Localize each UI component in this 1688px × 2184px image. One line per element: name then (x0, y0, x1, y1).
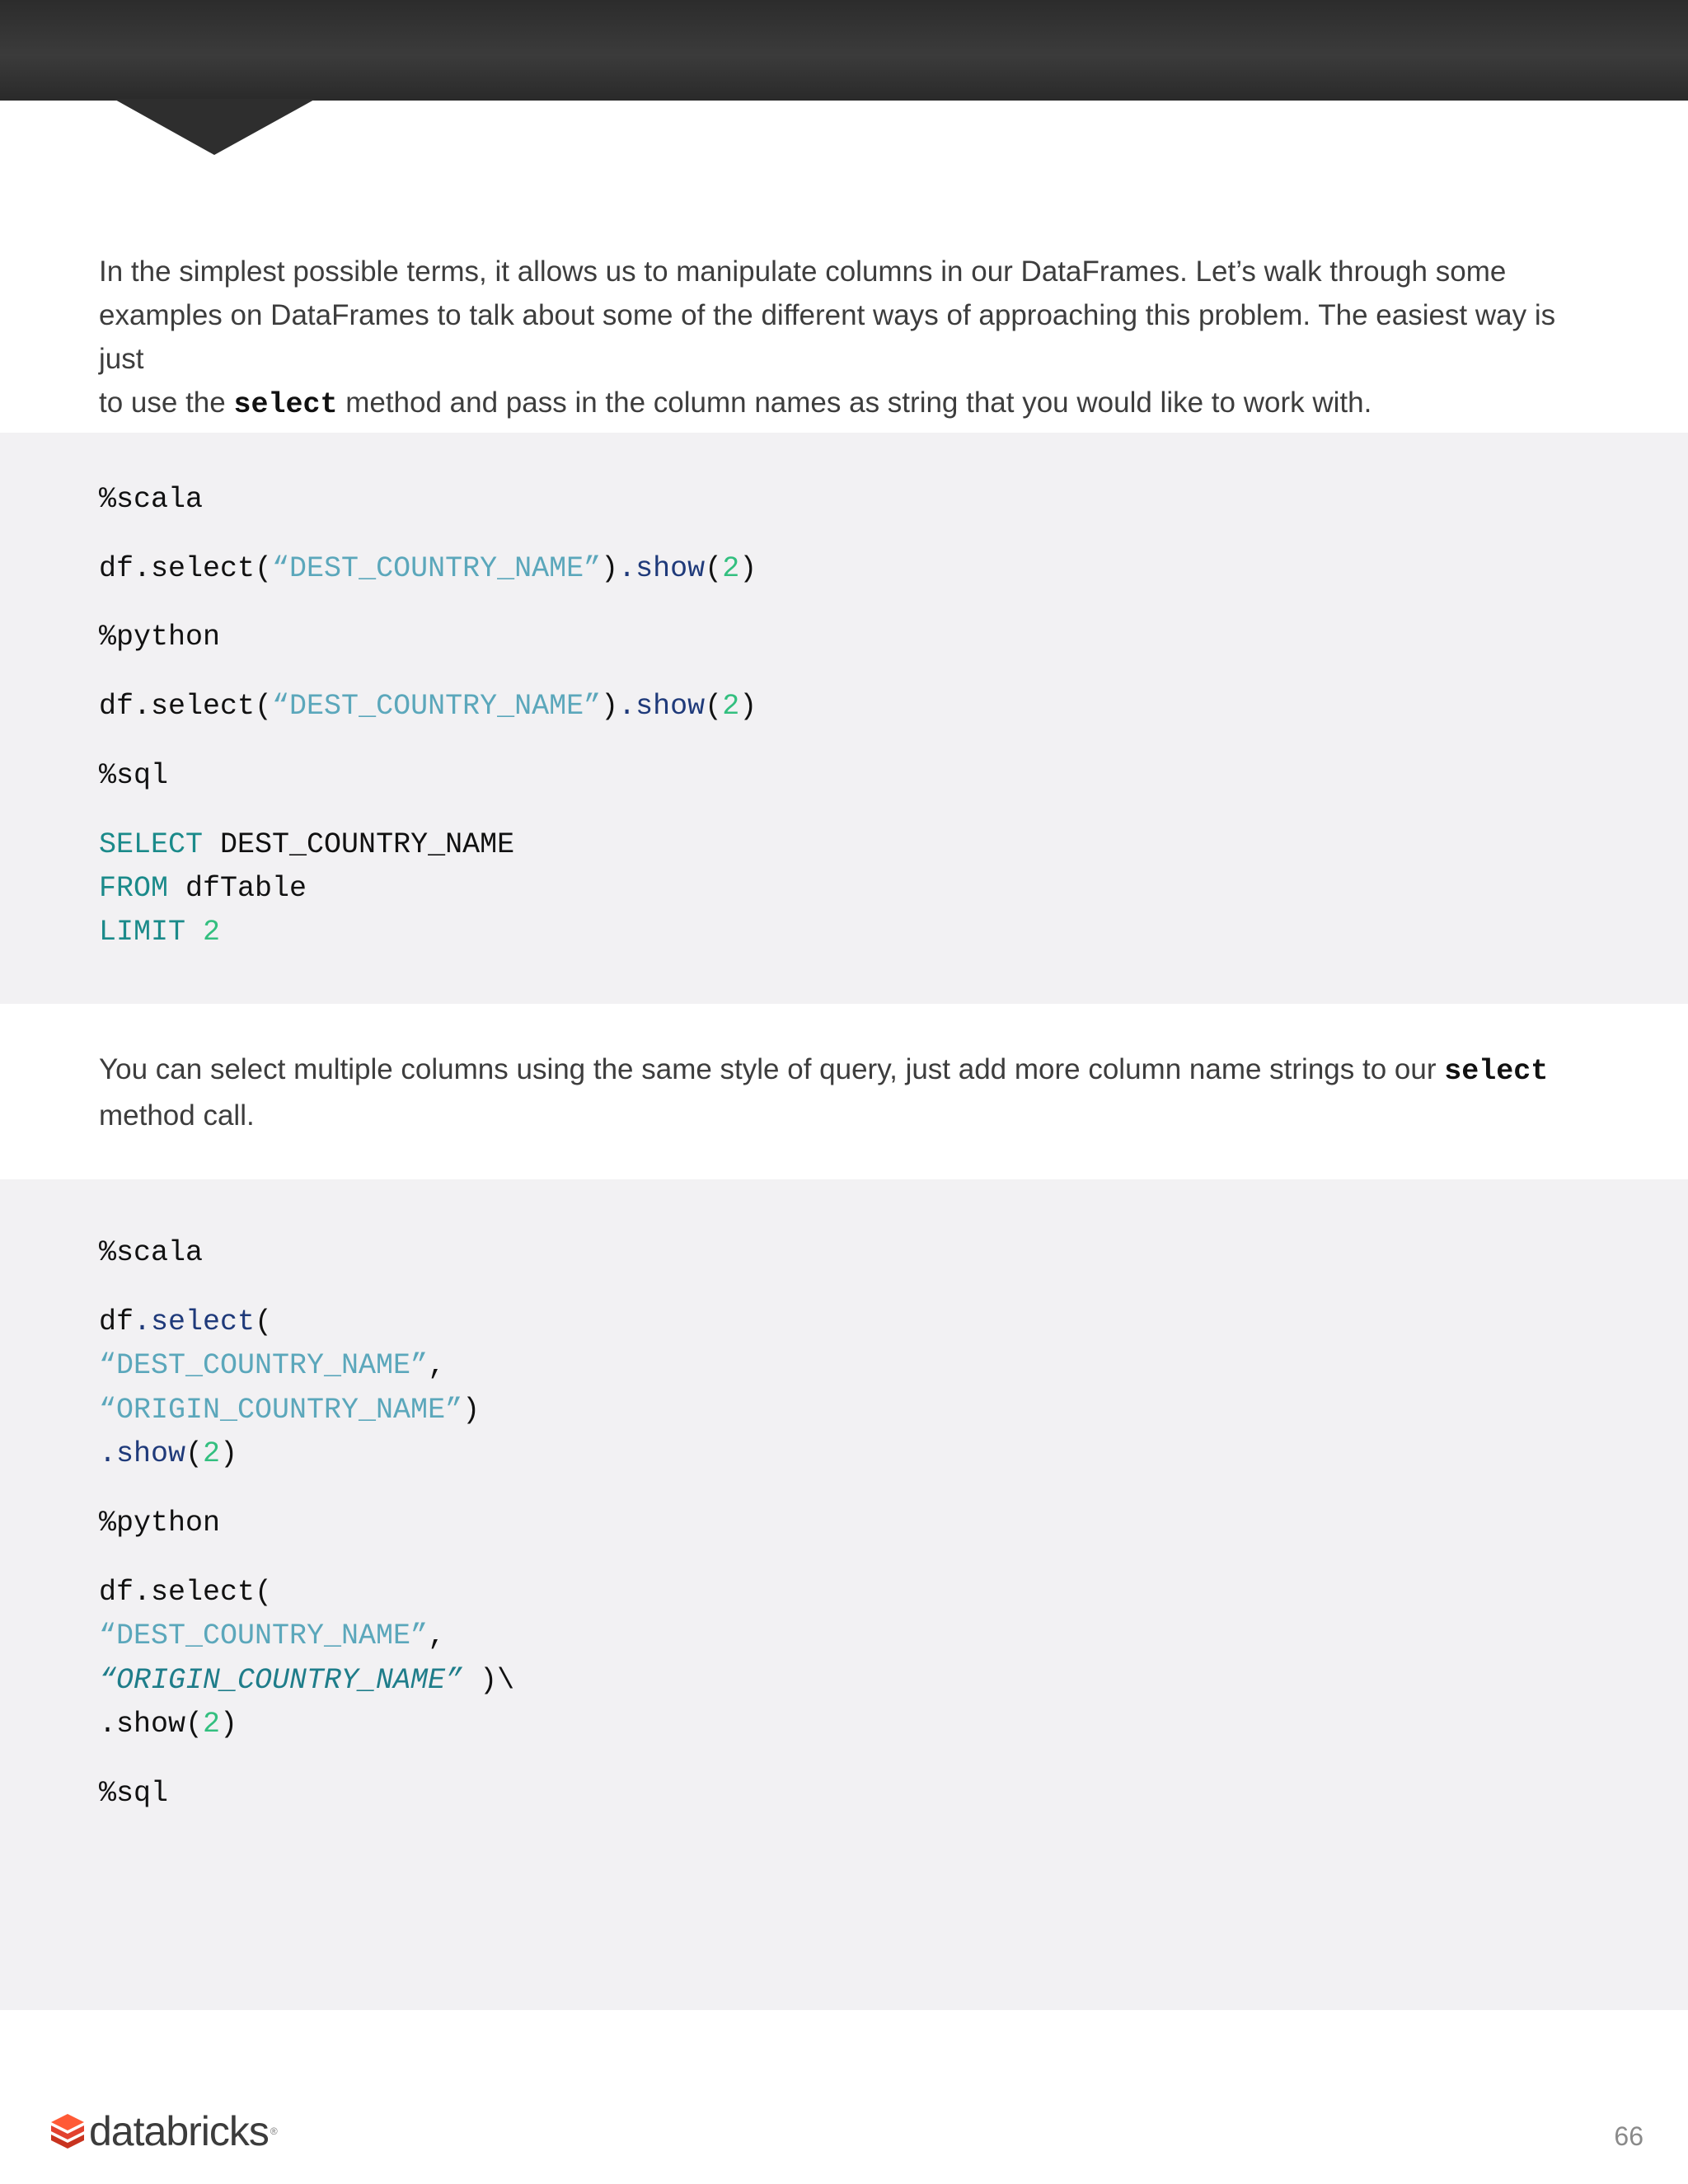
string-literal: “ORIGIN_COUNTRY_NAME” (99, 1664, 463, 1697)
databricks-logo-icon (49, 2112, 86, 2150)
intro-line-1: In the simplest possible terms, it allows us to manipulate columns in our DataFrames. Let’s walk through some (99, 255, 1507, 288)
trademark-icon: ® (270, 2125, 278, 2137)
code-text: ( (185, 1437, 204, 1470)
middle-paragraph (99, 1047, 1591, 1137)
code-text: df.select( (99, 552, 273, 585)
databricks-logo (49, 2107, 278, 2156)
middle-line-2: method call. (99, 1099, 255, 1132)
string-literal: “ORIGIN_COUNTRY_NAME” (99, 1394, 463, 1427)
sql-keyword: SELECT (99, 828, 204, 861)
string-literal: “DEST_COUNTRY_NAME” (99, 1619, 429, 1652)
method-name: .show (618, 552, 706, 585)
python-label: %python (99, 621, 221, 654)
scala-select-line (99, 547, 757, 591)
code-text: .show( (99, 1708, 204, 1741)
python-dest-arg (99, 1615, 445, 1658)
scala-label: %scala (99, 483, 204, 516)
code-text: ) (739, 552, 757, 585)
scala-show-line (99, 1432, 237, 1476)
code-text: , (428, 1619, 446, 1652)
header-notch (114, 99, 316, 157)
sql-from-line (99, 867, 307, 911)
brand-name: databricks (89, 2108, 269, 2154)
sql-label: %sql (99, 759, 169, 792)
python-origin-arg (99, 1659, 514, 1703)
python-label: %python (99, 1507, 221, 1540)
python-show-line (99, 1703, 237, 1746)
code-text: ( (255, 1305, 273, 1338)
scala-dest-arg (99, 1344, 445, 1388)
number-literal: 2 (722, 690, 740, 723)
code-text: ) (220, 1437, 238, 1470)
sql-label: %sql (99, 1777, 169, 1810)
inline-code-select: select (1444, 1055, 1549, 1088)
number-literal: 2 (722, 552, 740, 585)
page-number: 66 (1614, 2121, 1643, 2151)
scala-origin-arg (99, 1389, 480, 1432)
code-text (185, 916, 203, 949)
code-text: ) (601, 552, 619, 585)
string-literal: “DEST_COUNTRY_NAME” (272, 690, 602, 723)
scala-label: %scala (99, 1236, 204, 1269)
sql-select-line (99, 823, 514, 867)
code-block-1 (0, 433, 1688, 1004)
method-name: .show (99, 1437, 186, 1470)
code-text: DEST_COUNTRY_NAME (203, 828, 515, 861)
python-select-open: df.select( (99, 1576, 273, 1609)
intro-paragraph (99, 250, 1591, 427)
sql-keyword: FROM (99, 872, 169, 905)
number-literal: 2 (203, 1437, 221, 1470)
code-text: ) (462, 1394, 481, 1427)
sql-limit-line (99, 911, 220, 954)
intro-line-3-pre: to use the (99, 387, 234, 419)
code-text: dfTable (168, 872, 307, 905)
string-literal: “DEST_COUNTRY_NAME” (272, 552, 602, 585)
intro-line-2: examples on DataFrames to talk about some of the different ways of approaching this problem. The easiest way is just (99, 299, 1556, 375)
intro-line-3-post: method and pass in the column names as string that you would like to work with. (337, 387, 1372, 419)
code-text: ( (705, 552, 723, 585)
code-text: df (99, 1305, 134, 1338)
code-text: ) (220, 1708, 238, 1741)
code-text: ( (705, 690, 723, 723)
string-literal: “DEST_COUNTRY_NAME” (99, 1349, 429, 1382)
code-text: ) (739, 690, 757, 723)
code-text: ) (601, 690, 619, 723)
code-block-2 (0, 1179, 1688, 2010)
method-name: .select (134, 1305, 256, 1338)
scala-select-open (99, 1301, 272, 1344)
method-name: .show (618, 690, 706, 723)
code-text: df.select( (99, 690, 273, 723)
python-select-line (99, 685, 757, 729)
header-band (0, 0, 1688, 101)
code-text: , (428, 1349, 446, 1382)
number-literal: 2 (203, 1708, 221, 1741)
sql-keyword: LIMIT (99, 916, 186, 949)
inline-code-select: select (233, 388, 338, 421)
number-literal: 2 (203, 916, 221, 949)
middle-line-1-pre: You can select multiple columns using the same style of query, just add more column name strings to our (99, 1053, 1445, 1085)
code-text: )\ (462, 1664, 515, 1697)
